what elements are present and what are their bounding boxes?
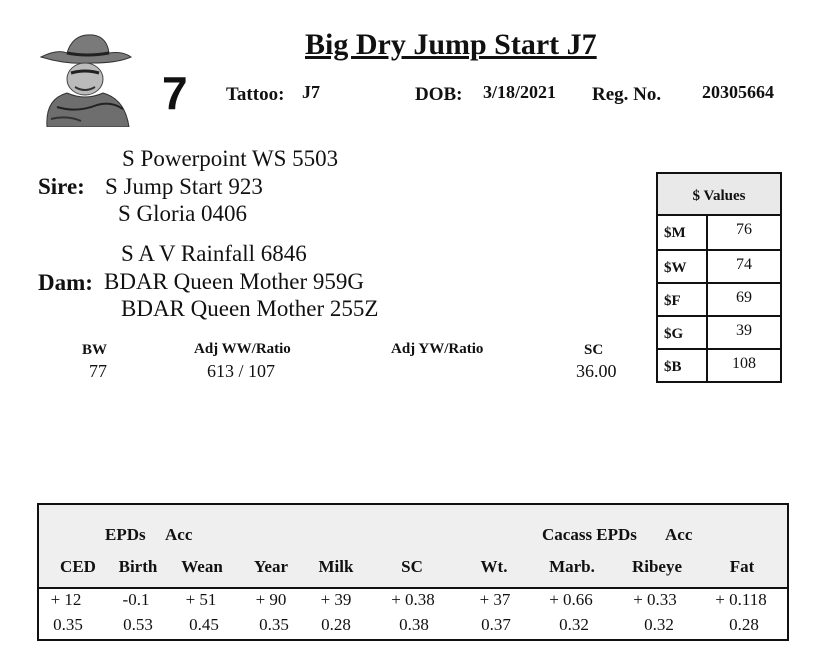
sire-dam: S Gloria 0406: [118, 201, 248, 226]
tattoo-label: Tattoo:: [226, 84, 285, 105]
epd-accuracy: 0.35: [53, 615, 83, 634]
epd-col-header: Fat: [729, 557, 755, 576]
adjww-value: 613 / 107: [207, 361, 276, 381]
dob-value: 3/18/2021: [483, 82, 557, 102]
carcass-epd-group-label: Cacass EPDs: [542, 525, 637, 544]
epd-col-header: SC: [401, 557, 423, 576]
epd-accuracy: 0.45: [189, 615, 219, 634]
epd-value: + 37: [479, 590, 511, 609]
epd-accuracy: 0.38: [399, 615, 429, 634]
epd-accuracy: 0.32: [559, 615, 589, 634]
epd-value: + 51: [185, 590, 217, 609]
dollar-value-row: [658, 282, 780, 315]
epd-accuracy: 0.37: [481, 615, 511, 634]
dollar-value: 74: [736, 256, 752, 273]
dam-dam: BDAR Queen Mother 255Z: [121, 296, 379, 321]
sire-name: S Jump Start 923: [105, 174, 263, 199]
epd-col-header: Birth: [118, 557, 158, 576]
epd-col-header: Year: [254, 557, 288, 576]
dollar-value: 39: [736, 322, 752, 339]
dollar-value-label: $G: [658, 317, 708, 348]
epd-group-label: EPDs: [105, 525, 146, 544]
epd-col-header: Wt.: [480, 557, 508, 576]
carcass-acc-label: Acc: [665, 525, 693, 544]
dollar-value-label: $W: [658, 251, 708, 282]
animal-title: Big Dry Jump Start J7: [305, 28, 597, 61]
cowboy-logo: [37, 27, 133, 127]
dollar-value-label: $B: [658, 350, 708, 381]
epd-value: + 90: [255, 590, 287, 609]
bw-label: BW: [82, 342, 108, 358]
dollar-value: 76: [736, 221, 752, 238]
sire-sire: S Powerpoint WS 5503: [122, 146, 339, 171]
dollar-values-title: $ Values: [658, 174, 780, 216]
epd-col-header: Ribeye: [631, 557, 683, 576]
epd-value: + 0.38: [391, 590, 435, 609]
dollar-value: 69: [736, 289, 752, 306]
dollar-value-row: [658, 216, 780, 249]
tattoo-value: J7: [302, 82, 320, 102]
sire-label: Sire:: [38, 174, 85, 199]
epd-col-header: Milk: [318, 557, 354, 576]
epd-accuracy: 0.28: [729, 615, 759, 634]
lot-number: 7: [162, 67, 188, 119]
reg-value: 20305664: [702, 82, 774, 102]
epd-accuracy: 0.28: [321, 615, 351, 634]
dam-name: BDAR Queen Mother 959G: [104, 269, 364, 294]
epd-value: -0.1: [122, 590, 150, 609]
bw-value: 77: [89, 361, 107, 381]
adjww-label: Adj WW/Ratio: [194, 341, 291, 357]
epd-value: + 12: [50, 590, 82, 609]
reg-label: Reg. No.: [592, 84, 662, 105]
dam-sire: S A V Rainfall 6846: [121, 241, 307, 266]
epd-value: + 39: [320, 590, 352, 609]
adjyw-label: Adj YW/Ratio: [391, 341, 484, 357]
epd-col-header: Wean: [181, 557, 223, 576]
dollar-value-label: $M: [658, 216, 708, 249]
dollar-value-row: [658, 315, 780, 348]
dollar-value-label: $F: [658, 284, 708, 315]
dob-label: DOB:: [415, 84, 463, 105]
dollar-value-row: [658, 348, 780, 381]
sc-label: SC: [584, 342, 604, 358]
epd-value: + 0.118: [715, 590, 767, 609]
epd-col-header: Marb.: [549, 557, 595, 576]
dollar-values-table: [656, 172, 782, 383]
epd-accuracy: 0.35: [259, 615, 289, 634]
epd-col-header: CED: [60, 557, 96, 576]
epd-value: + 0.66: [549, 590, 593, 609]
epd-table: [37, 503, 789, 641]
dollar-value: 108: [732, 355, 756, 372]
dam-label: Dam:: [38, 270, 93, 295]
epd-value: + 0.33: [633, 590, 677, 609]
epd-acc-label: Acc: [165, 525, 193, 544]
epd-accuracy: 0.53: [123, 615, 153, 634]
dollar-value-row: [658, 249, 780, 282]
sc-value: 36.00: [576, 361, 617, 381]
epd-accuracy: 0.32: [644, 615, 674, 634]
